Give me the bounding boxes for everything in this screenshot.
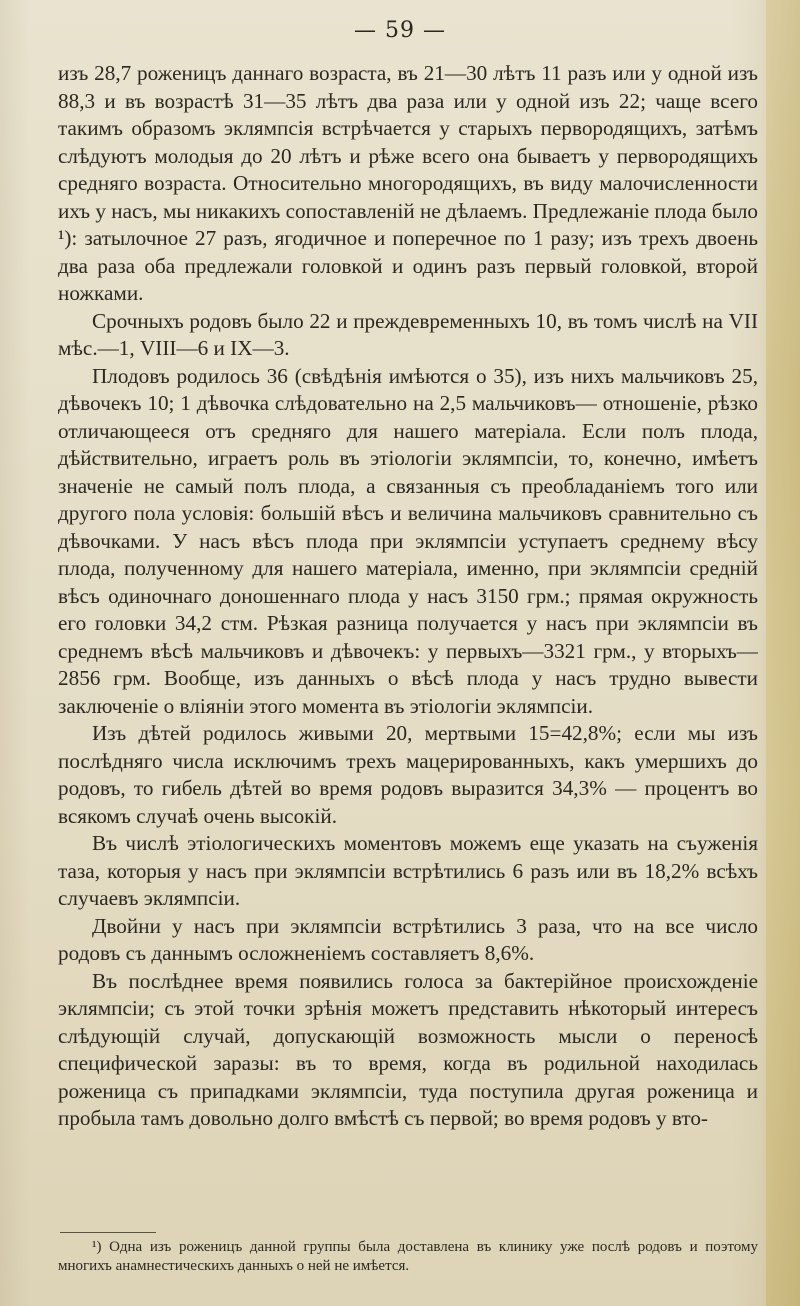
paragraph-4: Изъ дѣтей родилось живыми 20, мертвыми 15=42,8%; если мы изъ послѣдняго числа исключимъ трехъ мацерированныхъ, какъ умершихъ до родовъ, то гибель дѣтей во время родовъ выразится 34,3% — процентъ во всякомъ случаѣ очень высокій. [58,721,758,828]
paragraph-7: Въ послѣднее время появились голоса за бактерійное происхожденіе эклямпсіи; съ этой точки зрѣнія можетъ представить нѣкоторый интересъ слѣдующій случай, допускающій возможность мысли о переносѣ специфической заразы: въ то время, когда въ родильной находилась роженица съ припадками эклямпсіи, туда поступила другая роженица и пробыла тамъ довольно долго вмѣстѣ съ первой; во время родовъ у вто- [58,968,758,1130]
paragraph-5: Въ числѣ этіологическихъ моментовъ можемъ еще указать на съуженія таза, которыя у насъ при эклямпсіи встрѣтились 6 разъ или въ 18,2% всѣхъ случаевъ эклямпсіи. [58,831,758,910]
main-text [58,60,758,1133]
page-edge-stain [766,0,800,1306]
paragraph-3: Плодовъ родилось 36 (свѣдѣнія имѣются о 35), изъ нихъ мальчиковъ 25, дѣвочекъ 10; 1 дѣвочка слѣдовательно на 2,5 мальчиковъ— отношеніе, рѣзко отличающееся отъ средняго для нашего матеріала. Если полъ плода, дѣйствительно, играетъ роль въ этіологіи эклямпсіи, то, конечно, имѣетъ значеніе не самый полъ плода, а связанныя съ преобладаніемъ того или другого пола условія: большій вѣсъ и величина мальчиковъ сравнительно съ дѣвочками. У насъ вѣсъ плода при эклямпсіи уступаетъ среднему вѣсу плода, полученному для нашего матеріала, именно, при эклямпсіи средній вѣсъ одиночнаго доношеннаго плода у насъ 3150 грм.; прямая окружность его головки 34,2 стм. Рѣзкая разница получается у насъ при эклямпсіи въ среднемъ вѣсѣ мальчиковъ и дѣвочекъ: у первыхъ—3321 грм., у вторыхъ—2856 грм. Вообще, изъ данныхъ о вѣсѣ плода у насъ трудно вывести заключеніе о вліяніи этого момента въ этіологіи эклямпсіи. [58,363,758,718]
footnote-divider [60,1232,156,1233]
paragraph-2: Срочныхъ родовъ было 22 и преждевременныхъ 10, въ томъ числѣ на VII мѣс.—1, VIII—6 и IX—3. [58,308,758,360]
page-number: — 59 — [354,18,446,43]
paragraph-1: изъ 28,7 роженицъ даннаго возраста, въ 21—30 лѣтъ 11 разъ или у одной изъ 88,3 и въ возрастѣ 31—35 лѣтъ два раза или у одной изъ 22; чаще всего такимъ образомъ эклямпсія встрѣчается у старыхъ первородящихъ, затѣмъ слѣдуютъ молодыя до 20 лѣтъ и рѣже всего она бываетъ у первородящихъ средняго возраста. Относительно многородящихъ, въ виду малочисленности ихъ у насъ, мы никакихъ сопоставленій не дѣлаемъ. Предлежаніе плода было ¹): затылочное 27 разъ, ягодичное и поперечное по 1 разу; изъ трехъ двоень два раза оба предлежали головкой и одинъ разъ первый головкой, второй ножками. [58,61,758,305]
footnote [58,1238,758,1276]
footnote-text: ¹) Одна изъ роженицъ данной группы была доставлена въ клинику уже послѣ родовъ и поэтому многихъ анамнестическихъ данныхъ о ней не имѣется. [58,1239,758,1274]
paragraph-6: Двойни у насъ при эклямпсіи встрѣтились 3 раза, что на все число родовъ съ даннымъ осложненіемъ составляетъ 8,6%. [58,913,758,965]
